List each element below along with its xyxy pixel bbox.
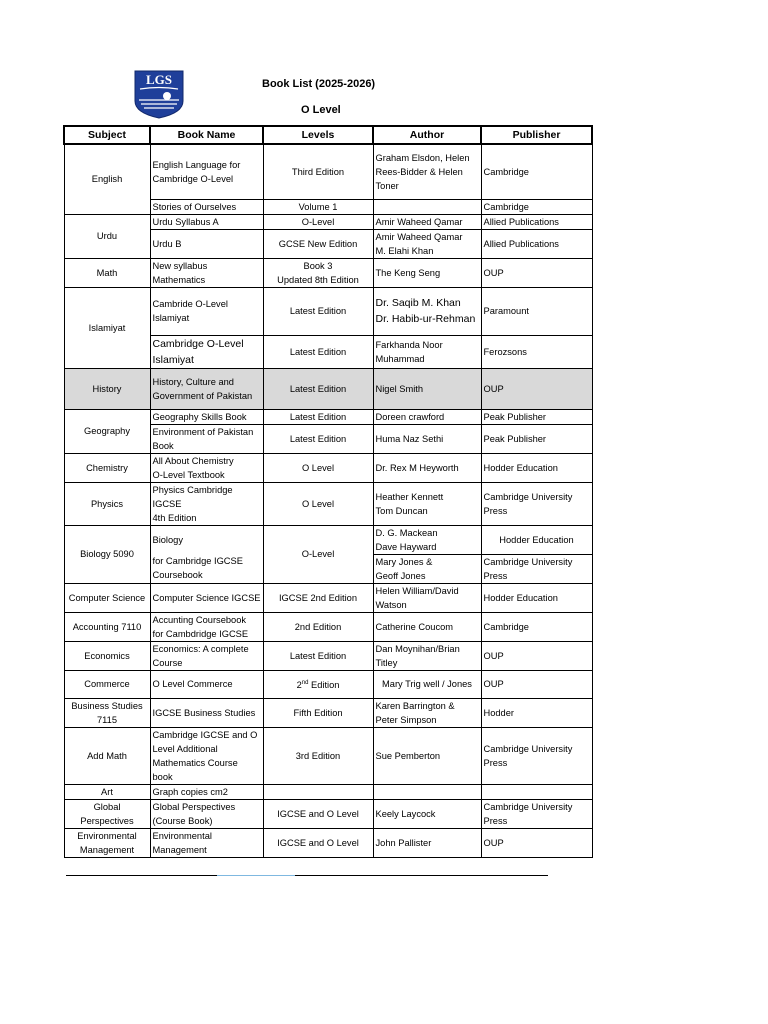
publisher-cell: Cambridge University Press	[481, 799, 592, 828]
column-header-author: Author	[373, 126, 481, 144]
table-row	[64, 453, 592, 482]
publisher-cell: Cambridge University Press	[481, 554, 592, 583]
book-cell: Graph copies cm2	[150, 784, 263, 799]
publisher-cell	[481, 784, 592, 799]
level-suffix: Edition	[308, 680, 340, 691]
subject-cell: Art	[64, 784, 150, 799]
table-row	[64, 287, 592, 335]
subject-cell: Geography	[64, 409, 150, 453]
book-cell: Geography Skills Book	[150, 409, 263, 424]
author-cell: Sue Pemberton	[373, 727, 481, 784]
subject-cell: Physics	[64, 482, 150, 525]
book-cell: for Cambridge IGCSE Coursebook	[150, 554, 263, 583]
author-cell	[373, 784, 481, 799]
book-cell: Physics Cambridge IGCSE 4th Edition	[150, 482, 263, 525]
publisher-cell: Allied Publications	[481, 214, 592, 229]
level-cell: IGCSE and O Level	[263, 828, 373, 857]
publisher-cell: Hodder	[481, 698, 592, 727]
subject-cell: Chemistry	[64, 453, 150, 482]
level-cell: O-Level	[263, 214, 373, 229]
table-row	[64, 799, 592, 828]
table-row	[64, 583, 592, 612]
author-cell: Amir Waheed Qamar	[373, 214, 481, 229]
level-cell: Fifth Edition	[263, 698, 373, 727]
subject-cell: Urdu	[64, 214, 150, 258]
footer-rule-right	[295, 875, 548, 876]
footer-rule-left	[66, 875, 217, 876]
level-cell: Latest Edition	[263, 409, 373, 424]
book-cell: Economics: A complete Course	[150, 641, 263, 670]
publisher-cell: Cambridge	[481, 199, 592, 214]
publisher-cell: OUP	[481, 828, 592, 857]
logo-text: LGS	[145, 72, 173, 87]
publisher-cell: Ferozsons	[481, 335, 592, 368]
table-row	[64, 784, 592, 799]
column-header-book-name: Book Name	[150, 126, 263, 144]
author-cell: Farkhanda Noor Muhammad	[373, 335, 481, 368]
author-cell: Keely Laycock	[373, 799, 481, 828]
book-cell: Cambride O-Level Islamiyat	[150, 287, 263, 335]
publisher-cell: Hodder Education	[481, 525, 592, 554]
table-row	[64, 368, 592, 409]
level-cell: IGCSE 2nd Edition	[263, 583, 373, 612]
table-row	[64, 641, 592, 670]
level-cell: GCSE New Edition	[263, 229, 373, 258]
book-cell: Environmental Management	[150, 828, 263, 857]
book-list-table	[63, 125, 593, 858]
author-cell: Dr. Saqib M. Khan Dr. Habib-ur-Rehman	[373, 287, 481, 335]
book-cell: Urdu B	[150, 229, 263, 258]
publisher-cell: OUP	[481, 670, 592, 698]
author-cell: Doreen crawford	[373, 409, 481, 424]
publisher-cell: Hodder Education	[481, 583, 592, 612]
book-cell: Global Perspectives (Course Book)	[150, 799, 263, 828]
column-header-subject: Subject	[64, 126, 150, 144]
author-cell: Karen Barrington & Peter Simpson	[373, 698, 481, 727]
level-cell: Latest Edition	[263, 287, 373, 335]
book-cell: Accunting Coursebook for Cambdridge IGCSE	[150, 612, 263, 641]
book-cell: Cambridge IGCSE and O Level Additional Mathematics Course book	[150, 727, 263, 784]
level-cell: Latest Edition	[263, 424, 373, 453]
book-cell: Urdu Syllabus A	[150, 214, 263, 229]
table-row	[64, 670, 592, 698]
author-cell: Heather Kennett Tom Duncan	[373, 482, 481, 525]
author-cell: Dr. Rex M Heyworth	[373, 453, 481, 482]
subject-cell: Global Perspectives	[64, 799, 150, 828]
subject-cell: English	[64, 144, 150, 214]
publisher-cell: Cambridge	[481, 612, 592, 641]
level-cell	[263, 784, 373, 799]
publisher-cell: Peak Publisher	[481, 409, 592, 424]
table-row	[64, 828, 592, 857]
publisher-cell: Hodder Education	[481, 453, 592, 482]
publisher-cell: Cambridge University Press	[481, 482, 592, 525]
subject-cell: Biology 5090	[64, 525, 150, 583]
subject-cell: Add Math	[64, 727, 150, 784]
publisher-cell: Paramount	[481, 287, 592, 335]
publisher-cell: Peak Publisher	[481, 424, 592, 453]
subject-cell: Environmental Management	[64, 828, 150, 857]
level-cell: O Level	[263, 482, 373, 525]
author-cell: Amir Waheed Qamar M. Elahi Khan	[373, 229, 481, 258]
subject-cell: Islamiyat	[64, 287, 150, 368]
document-title: Book List (2025-2026)	[262, 78, 376, 90]
table-row	[64, 258, 592, 287]
footer-rule-accent	[217, 875, 295, 876]
level-cell: Latest Edition	[263, 335, 373, 368]
level-cell: Book 3 Updated 8th Edition	[263, 258, 373, 287]
subject-cell: Math	[64, 258, 150, 287]
book-cell: IGCSE Business Studies	[150, 698, 263, 727]
level-cell: Volume 1	[263, 199, 373, 214]
author-cell: Mary Trig well / Jones	[373, 670, 481, 698]
author-cell: John Pallister	[373, 828, 481, 857]
subject-cell: Commerce	[64, 670, 150, 698]
table-row	[64, 525, 592, 554]
table-row	[64, 482, 592, 525]
table-row	[64, 612, 592, 641]
book-cell: Environment of Pakistan Book	[150, 424, 263, 453]
publisher-cell: OUP	[481, 641, 592, 670]
level-number: 2	[296, 680, 302, 691]
level-superscript: nd	[301, 679, 309, 686]
author-cell: Graham Elsdon, Helen Rees-Bidder & Helen Toner	[373, 144, 481, 199]
subject-cell: History	[64, 368, 150, 409]
level-cell: Latest Edition	[263, 641, 373, 670]
book-cell: English Language for Cambridge O-Level	[150, 144, 263, 199]
book-cell: Cambridge O-Level Islamiyat	[150, 335, 263, 368]
lgs-logo	[131, 69, 187, 119]
document-subtitle: O Level	[301, 104, 341, 116]
book-cell: Biology	[150, 525, 263, 554]
level-cell	[263, 670, 373, 698]
level-cell: O Level	[263, 453, 373, 482]
subject-cell: Economics	[64, 641, 150, 670]
subject-cell: Accounting 7110	[64, 612, 150, 641]
level-cell: IGCSE and O Level	[263, 799, 373, 828]
publisher-cell: Cambridge	[481, 144, 592, 199]
publisher-cell: Cambridge University Press	[481, 727, 592, 784]
level-cell: 2nd Edition	[263, 612, 373, 641]
author-cell: Nigel Smith	[373, 368, 481, 409]
level-cell: Third Edition	[263, 144, 373, 199]
author-cell: Catherine Coucom	[373, 612, 481, 641]
subject-cell: Computer Science	[64, 583, 150, 612]
author-cell: Huma Naz Sethi	[373, 424, 481, 453]
level-cell: Latest Edition	[263, 368, 373, 409]
level-cell: 3rd Edition	[263, 727, 373, 784]
table-header-row	[64, 126, 592, 144]
table-row	[64, 214, 592, 229]
author-cell: Mary Jones & Geoff Jones	[373, 554, 481, 583]
book-cell: New syllabus Mathematics	[150, 258, 263, 287]
column-header-levels: Levels	[263, 126, 373, 144]
book-cell: Computer Science IGCSE	[150, 583, 263, 612]
author-cell: The Keng Seng	[373, 258, 481, 287]
level-cell: O-Level	[263, 525, 373, 583]
subject-cell: Business Studies 7115	[64, 698, 150, 727]
author-cell	[373, 199, 481, 214]
author-cell: Helen William/David Watson	[373, 583, 481, 612]
publisher-cell: OUP	[481, 368, 592, 409]
table-row	[64, 409, 592, 424]
publisher-cell: Allied Publications	[481, 229, 592, 258]
author-cell: D. G. Mackean Dave Hayward	[373, 525, 481, 554]
column-header-publisher: Publisher	[481, 126, 592, 144]
table-row	[64, 727, 592, 784]
book-cell: Stories of Ourselves	[150, 199, 263, 214]
publisher-cell: OUP	[481, 258, 592, 287]
author-cell: Dan Moynihan/Brian Titley	[373, 641, 481, 670]
book-cell: All About Chemistry O-Level Textbook	[150, 453, 263, 482]
table-row	[64, 144, 592, 199]
book-cell: History, Culture and Government of Pakistan	[150, 368, 263, 409]
table-row	[64, 698, 592, 727]
book-cell: O Level Commerce	[150, 670, 263, 698]
